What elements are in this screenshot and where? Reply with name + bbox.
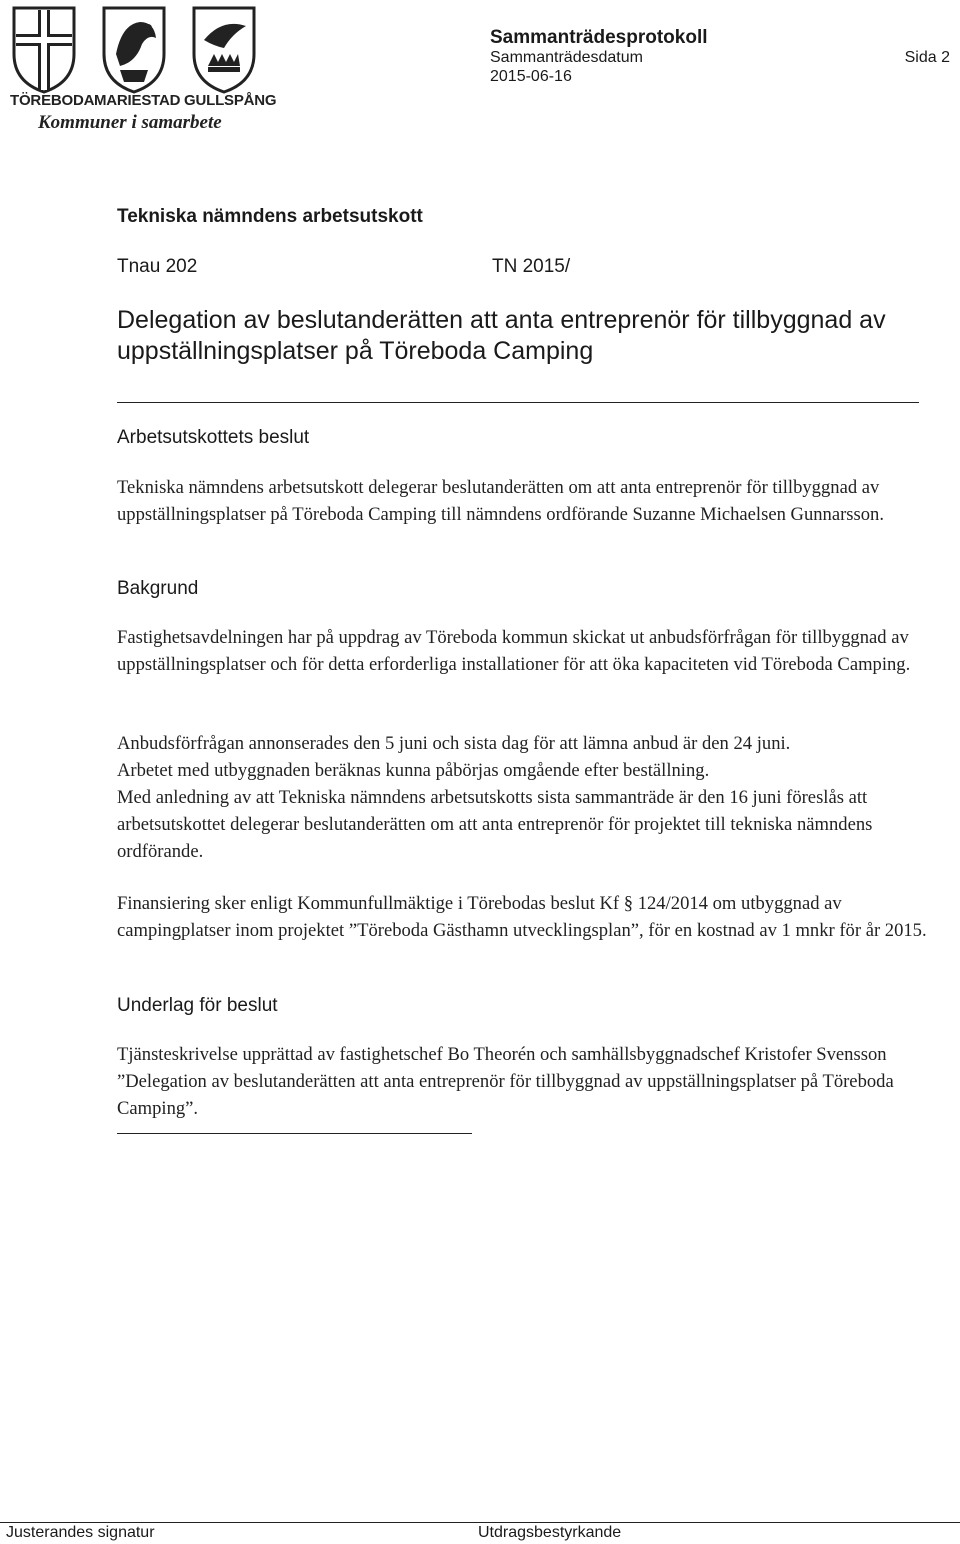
title-divider: [117, 402, 919, 403]
logo-name-gullspang: GULLSPÅNG: [184, 92, 277, 109]
document-type: Sammanträdesprotokoll: [490, 27, 708, 48]
logo-name-mariestad: MARIESTAD: [94, 92, 181, 109]
decision-text: [117, 474, 939, 528]
basis-heading: Underlag för beslut: [117, 995, 278, 1016]
section-end-divider: [117, 1133, 472, 1134]
signature-label: Justerandes signatur: [6, 1524, 155, 1541]
committee-name: Tekniska nämndens arbetsutskott: [117, 206, 423, 227]
meeting-date: 2015-06-16: [490, 68, 572, 85]
background-text-4: Med anledning av att Tekniska nämndens arbetsutskotts sista sammanträde är den 16 juni föreslås att arbetsutskottet delegerar beslutanderätten om att anta entreprenör för projektet till tekniska nämndens ordförande.: [117, 787, 873, 862]
footer-divider: [0, 1522, 960, 1523]
background-text-1: Fastighetsavdelningen har på uppdrag av Töreboda kommun skickat ut anbudsförfrågan för tillbyggnad av uppställningsplatser och för detta erforderliga installationer för att öka kapaciteten vid Töreboda Camping.: [117, 627, 911, 675]
background-paragraph-2: [117, 730, 939, 865]
page-title: Delegation av beslutanderätten att anta entreprenör för tillbyggnad av uppställningsplatser på Töreboda Camping: [117, 306, 886, 365]
background-heading: Bakgrund: [117, 578, 199, 599]
background-paragraph-financing: [117, 890, 939, 944]
case-reference: TN 2015/: [492, 256, 571, 277]
page-number: Sida 2: [904, 49, 950, 66]
meeting-date-label: Sammanträdesdatum: [490, 49, 643, 66]
logo-name-toreboda: TÖREBODA: [10, 92, 95, 109]
basis-text: [117, 1041, 939, 1122]
gullspang-coat-of-arms-icon: [194, 8, 254, 92]
background-paragraph-1: [117, 624, 939, 678]
logo-tagline: Kommuner i samarbete: [38, 112, 222, 133]
toreboda-coat-of-arms-icon: [14, 8, 74, 92]
financing-text: Finansiering sker enligt Kommunfullmäktige i Törebodas beslut Kf § 124/2014 om utbyggnad av campingplatser inom projektet ”Töreboda Gästhamn utvecklingsplan”, för en kostnad av 1 mnkr för år 2015.: [117, 893, 927, 941]
mariestad-coat-of-arms-icon: [104, 8, 164, 92]
decision-paragraph: Tekniska nämndens arbetsutskott delegerar beslutanderätten om att anta entreprenör för tillbyggnad av uppställningsplatser på Töreboda Camping till nämndens ordförande Suzanne Michaelsen Gunnarsson.: [117, 477, 884, 525]
coats-of-arms-icon: [8, 4, 268, 94]
paragraph-reference: Tnau 202: [117, 256, 198, 277]
municipal-logo: [8, 4, 277, 134]
basis-paragraph: Tjänsteskrivelse upprättad av fastighetschef Bo Theorén och samhällsbyggnadschef Kristofer Svensson ”Delegation av beslutanderätten att anta entreprenör för tillbyggnad av uppställningsplatser på Töreboda Camping”.: [117, 1044, 894, 1119]
background-text-2: Anbudsförfrågan annonserades den 5 juni och sista dag för att lämna anbud är den 24 juni.: [117, 733, 791, 754]
background-text-3: Arbetet med utbyggnaden beräknas kunna påbörjas omgående efter beställning.: [117, 760, 710, 781]
extract-certification-label: Utdragsbestyrkande: [478, 1524, 622, 1541]
decision-heading: Arbetsutskottets beslut: [117, 427, 310, 448]
